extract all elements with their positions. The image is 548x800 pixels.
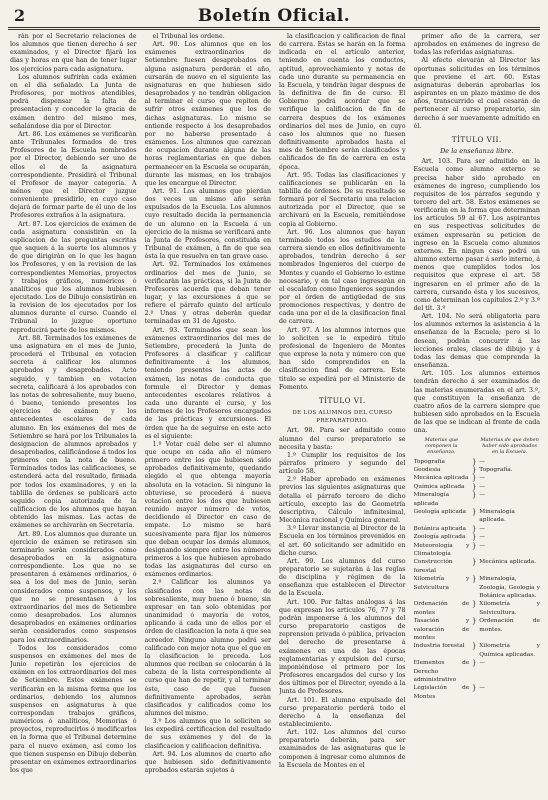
- page-title: Boletín Oficial.: [197, 6, 351, 26]
- paragraph: Art. 102. Los alumnos del curso preparatorio deberán, para ser examinados de las asignaturas que le componen á ingresar como alumnos de la Escuela de Montes en el: [279, 729, 406, 769]
- table-row: [414, 483, 541, 491]
- prerequisite-cell: Ordenación de montes.: [479, 618, 540, 633]
- column-4: [414, 33, 541, 795]
- subject-cell: Xilometría y Selvicultura: [413, 576, 470, 591]
- paragraph: 2.º Haber aprobado en exámenes previos las siguientes asignaturas que detalla el párrafo tercero de dicho artículo, excepto las de Geometría descriptiva, Cálculo infinitesimal, Mecánica racional y Química general.: [279, 476, 406, 525]
- paragraph: Art. 87. Los ejercicios de exámen de cada asignatura consistiràn en la esplicacion de las preguntas escritas que saquen á la suerte los alumnos y de que dirigiràn en lo que les hagan los Profesores, y en la revision de las correspondientes Memorias, proyectos y trabajos gráficos, numéricos ó analíticos que los alumnos hubiesen ejecutado. Los de Dibujo consistiràn en la revision de los ejecutados por los alumnos durante el curso. Cuando el Tribunal lo juzgue oportuno reproducirá parte de los mismos.: [10, 220, 137, 334]
- brace-mark: }: [472, 465, 477, 474]
- paragraph: primer año de la carrera, ser aprobados en exámenes de ingreso de todas las referidas asignaturas.: [413, 33, 540, 57]
- section-heading-tit7: TÍTULO VII.: [451, 134, 502, 144]
- paragraph: la clasificacion y calificacion de final de carrera. Estas se harán en la forma indicada en el artículo anterior, teniendo en cuenta los conductos, aptitud, aprovechamiento y notas de cada uno durante su permanencia en la Escuela, y tendràn lugar despues de la definitiva de fin de curso. El Gobierno podrá acordar que se verifique la calificacion de fin de carrera despues de los exámenes ordinarios del mes de Junio, en cuyo caso los alumnos que no fuesen definitivamente aprobados hasta el mes de Setiembre seràn clasificados y calificados de fin de carrera en esta época.: [279, 33, 406, 171]
- table-row: [414, 558, 541, 575]
- paragraph: Art. 93. Terminados que sean los exámenes extraordinarios del mes de Setiembre, procederá la Junta de Profesores á clasificar y calificar definitivamente á los alumnos, teniendo presentes las actas de exámen, las notas de conducta que formule el Director y demas antecedentes escolares relativos á cada uno durante el curso, y los informes de los Profesores encargados de las prácticas y excursiones. El órden que ha de seguirse en este acto es el siguiente:: [144, 326, 271, 440]
- paragraph: 2.º Calificar los alumnos ya clasificados con las notas de sobresaliente, muy bueno ó bueno, sin expresar en tan solo obtenidas por unanimidad ó mayoría de votos, aplicando á cada uno de ellos por el órden de clasificacion la nota á que sea acreedor. Ninguno alumno podrá ser calificado con mejor nota que el que en la clasificacion le preceda. Los alumnos que reciban se colocarán á la cabeza de la lista correspondiente al curso que han de repetir, y al terminar éste, caso de que fuesen definitivamente aprobados, seràn clasificados y calificados como los alumnos del mismo.: [144, 579, 271, 717]
- paragraph: Art. 97. A los alumnos internos que lo soliciten se le expedirá título profesional de Ingeniero de Montes que exprese la nota y número con que han sido comprendidos en la clasificacion final de carrera. Este título se expedirá por el Ministerio de Fomento.: [279, 326, 406, 391]
- brace-mark: }: [472, 541, 477, 550]
- table-row: [414, 474, 541, 482]
- table-row: [414, 491, 541, 508]
- brace-mark: }: [472, 659, 477, 668]
- subject-cell: Geología aplicada: [413, 508, 467, 515]
- prerequisite-cell: —: [479, 542, 486, 549]
- column-3: [279, 33, 406, 795]
- paragraph: Art. 91. Los alumnos que pierdan dos veces un mismo año seràn expulsados de la Escuela. Los alumnos cuyo resultado decida la permanencia de un alumno en la Escuela á un ejercicio de la misma se verificará ante la Junta de Profesores, constituida en Tribunal de exámen, á fin de que sea ésta la que resuelva en tan grave caso.: [144, 187, 271, 261]
- table-row: [414, 617, 541, 642]
- paragraph: Art. 90. Los alumnos que en los exámenes extraordinarios de Setiembre fuesen desaprobados en alguna asignatura perderán el año, cursarán de nuevo en el siguiente las asignaturas en que hubiesen sido desaprobados y no tendràn obligacion al terminar el curso que repiten de sufrir otros exámenes que los de dichas asignaturas. Lo mismo se entiende respecto á los desaprobados por no haberse presentado á exámenes. Los alumnos que carezcan de ocupacion durante alguna de las horas reglamentarias en que deben permanecer en la Escuela se ocuparán, durante las mismas, en los trabajos que les encargue el Director.: [144, 41, 271, 187]
- paragraph: Art. 99. Los alumnos del curso preparatorio se sujetaràn á las reglas de disciplina y régimen de la enseñanza que establecen el Director de la Escuela.: [279, 557, 406, 598]
- header-rule: [8, 27, 540, 28]
- brace-mark: }: [472, 457, 477, 466]
- paragraph: Art. 105. Los alumnos externos tendràn derecho á ser examinados de las materias enumeradas en el art. 3.º, que constituyen la enseñanza de cuatro años de la carrera siempre que hubiesen sido aprobados en la Escuela de las que se indican al frente de cada una.: [413, 370, 540, 435]
- brace-mark: }: [472, 524, 477, 533]
- prerequisite-cell: —: [479, 458, 486, 465]
- table-row: [414, 684, 541, 701]
- brace-mark: }: [472, 684, 477, 693]
- paragraph: Art. 100. Por faltas análogas á las que expresan los artículos 76, 77 y 78 podràn imponerse á los alumnos del curso preparatorio castigos de reprension privada ó pública, privacion del derecho de presentarse á exámenes en una de las épocas reglamentarias y expulsion del curso, imponiéndose el primero por los Profesores encargados del curso y los dos últimos por el Director, oyendo á la Junta de Profesores.: [279, 598, 406, 696]
- table-row: [414, 642, 541, 659]
- brace-mark: }: [472, 575, 477, 584]
- subject-cell: Mineralogía aplicada: [413, 492, 450, 507]
- subject-cell: Zoología aplicada: [413, 534, 466, 541]
- brace-mark: }: [472, 642, 477, 651]
- prerequisite-cell: Xilometría y Selvicultura.: [479, 601, 540, 616]
- prerequisite-cell: Mineralogía, Zoología, Geología y Botánica aplicadas.: [479, 576, 540, 599]
- prerequisite-cell: —: [479, 492, 486, 499]
- header-rule-lower: [8, 29, 540, 30]
- paragraph: Art. 103. Para ser admitido en la Escuela como alumno externo se precisa haber sido aprobado en exámenes de ingreso, cumpliendo los requisitos de los párrafos segundo y tercero del art. 58. Estos exámenes se verificaràn en la forma que determinan los artículos 59 al 67. Los aspirantes en sus respectivas solicitudes de exámen expresaràn su peticion de ingreso en la Escuela como alumnos externos. En ningun caso podrá un alumno externo pasar á serlo interno, á menos que cumplidos todos los requisitos que exprese el art. 58 ingresaren en el primer año de la carrera, cursando ésta y los sucesivos, como determinan los capítulos 2.º y 3.º del tít. 3.º: [413, 158, 540, 312]
- paragraph: Art. 95. Todas las clasificaciones y calificaciones se publicaràn en la tablilla de órdenes. De su resultado se formará por el Secretario una relacion autorizada por el Director, que se archivará en la Escuela, remitiéndose copia al Gobierno.: [279, 171, 406, 228]
- section-subheading-tit6: DE LOS ALUMNOS DEL CURSO PREPARATORIO.: [292, 410, 393, 425]
- subject-cell: Mecánica aplicada: [413, 475, 469, 482]
- subject-cell: Química aplicada: [413, 483, 465, 490]
- brace-mark: }: [472, 533, 477, 542]
- table-row: [414, 466, 541, 474]
- section-heading-tit6: TÍTULO VI.: [318, 395, 366, 405]
- brace-mark: }: [472, 491, 477, 500]
- prerequisite-cell: —: [479, 685, 486, 692]
- paragraph: 3.º Llevar instancia al Director de la Escuela en los términos prevenidos en el art. 60 solicitando ser admitido en dicho curso.: [279, 525, 406, 557]
- page-number: 2: [14, 6, 26, 25]
- paragraph: Art. 92. Terminados los exámenes ordinarios del mes de Junio, se verificaràn las prácticas, si la Junta de Profesores acuerda que deban tener lugar, y las excursiones á que se refiere el párrafo quinto del artículo 2.º Unas y otras deberàn quedar terminadas en 31 de Agosto.: [144, 261, 271, 326]
- section-subheading-tit7: De la enseñanza libre.: [440, 147, 514, 156]
- table-row: [414, 575, 541, 600]
- paragraph: 1.º Cumplir los requisitos de los párrafos primero y segundo del artículo 58.: [279, 451, 406, 476]
- paragraph: 3.º Los alumnos que lo soliciten se les expedirá certificacion del resultado de sus exámenes y del de la clasificacion y calificacion definitiva.: [144, 718, 271, 750]
- prerequisite-cell: Mineralogía aplicada.: [479, 508, 515, 524]
- subject-cell: Geodesia: [413, 466, 441, 473]
- prerequisite-cell: —: [479, 525, 486, 532]
- prerequisite-cell: —: [479, 660, 486, 667]
- brace-mark: }: [472, 474, 477, 483]
- column-4-bottom: [414, 158, 541, 435]
- brace-mark: }: [472, 617, 477, 626]
- paragraph: el Tribunal les ordene.: [152, 33, 225, 40]
- paragraph: Art. 96. Los alumnos que hayan terminado todos los estudios de la carrera siendo en ellos definitivamente aprobados, tendràn derecho á ser nombrados Ingenieros del cuerpo de Montes y cuando el Gobierno lo estime necesario, y en tal caso ingresaràn en el escalafon como Ingenieros segundos por el órden de antigüedad de sus promociones respectivas, y dentro de cada una por el de la clasificacion final de carrera.: [279, 228, 406, 326]
- paragraph: Art. 86. Los exámenes se verificaràn ante Tribunales formados de tres Profesores de la Escuela nombrados por el Director, debiendo ser uno de ellos el de la asignatura correspondiente. Presidirá el Tribunal el Profesor de mayor categoría. A ménos que el Director juzgue conveniente presidirlo, en cuyo caso dejará de formar parte de él uno de los Profesores extraños á la asignatura.: [10, 130, 137, 220]
- paragraph: 1.º Votar cuál debe ser el alumno que ocupe en cada año el número primero entre los que hubiesen sido aprobados definitivamente, quedando elegido el que obtenga mayoría absoluta en la votacion. Si ninguno la obtuviese, se procederá á nueva votacion entre los dos que hubiesen reunido mayor número de votos, decidiendo el Director en caso de empate. Lo mismo se hará sucesivamente para fijar los números que deban ocupar los demás alumnos, designando siempre entre los números primeros á los que hubiesen aprobado todas las asignaturas del curso en exámenes ordinarios.: [144, 440, 271, 579]
- table-row: [414, 659, 541, 684]
- paragraph: Art. 101. El alumno expulsado del curso preparatorio perderá todo el derecho á la enseñanza del establecimiento.: [279, 696, 406, 728]
- column-3-bottom: [279, 427, 406, 770]
- brace-mark: }: [472, 600, 477, 609]
- table-header-left: Materias que componen la enseñanza.: [424, 436, 459, 455]
- table-row: [414, 533, 541, 541]
- paragraph: Todos los considerados como suspensos en exámenes del mes de Junio repetiràn los ejercicios de exámen en los extraordinarios del mes de Setiembre. Estos exámenes se verificaràn en la misma forma que los ordinarios, debiendo los alumnos suspensos en asignaturas à que correspondan trabajos gráficos, numéricos ó analíticos, Memorias ó proyectos, reproducirlos ó modificarlos en la forma que el Tribunal determine para el nuevo exámen, así como los que tienen suspenso en Dibujo deberàn presentar en exámenes extraordinarios los que: [10, 644, 137, 775]
- subject-cell: Ordenación de montes: [413, 601, 470, 616]
- prerequisite-cell: Topografía.: [479, 466, 513, 473]
- table-row: [414, 508, 541, 525]
- table-row: [414, 458, 541, 466]
- prerequisite-cell: —: [479, 483, 486, 490]
- paragraph: ràn por el Secretario relaciones de los alumnos que tienen derecho á ser examinados, y el Director fijarà los dias y horas en que han de tener lugar los ejercicios para cada asignatura.: [10, 33, 137, 73]
- subject-cell: Elementos de Derecho administrativo: [413, 660, 470, 684]
- paragraph: Al efecto elevarán al Director las oportunas solicitudes en los términos que previene el art. 60. Estas asignaturas deberán aprobarlas los aspirantes en un plazo máximo de dos años, transcurrido el cual cesarán de pertenecer al curso preparatorio, sin derecho á ser nuevamente admitido en él.: [413, 57, 540, 130]
- column-3-top: [279, 33, 406, 392]
- subject-cell: Meteorología y Climatología: [413, 542, 470, 557]
- subject-cell: Topografía: [413, 458, 446, 465]
- subject-cell: Botánica aplicada: [413, 525, 466, 532]
- text-columns: [10, 33, 540, 795]
- brace-mark: }: [472, 482, 477, 491]
- paragraph: Art. 98. Para ser admitido como alumno del curso preparatorio se necesita y basta:: [279, 427, 406, 451]
- subject-cell: Construcción forestal: [413, 559, 453, 574]
- table-header-right: Materias de que deben haber sido aprobados en la Escuela.: [480, 436, 539, 455]
- paragraph: Los alumnos sufriràn cada exámen en el dia señalado. La Junta de Profesores, por motivos atendibles, podrá dispensar la falta de presentacion y conceder la gracia de exámen dentro del mismo mes, señalándose dia por el Director.: [10, 73, 137, 130]
- brace-mark: }: [472, 558, 477, 567]
- subject-cell: Tasación y valoración de montes: [413, 618, 470, 642]
- paragraph: Art. 88. Terminados los exámenes de una asignatura en el mes de Junio, procederá el Tribunal en votacion secreta á calificar los alumnos aprobados y desaprobados. Acto seguido, y tambien en votacion secreta, calificará á los aprobados con las notas de sobresaliente, muy bueno, ó bueno, teniendo presentes los ejercicios de exámen y los antecedentes escolares de cada alumno. En los exámenes del mes de Setiembre se hará por los Tribunales la designacion de alumnos aprobados y desaprobados, calificándose á todos los primeros con la nota de bueno. Terminados todos las calificaciones, se estenderá acta del resultado, firmada por todos los examinadores, y en la tablilla de órdenes se publicará acto seguido copia autorizada de la calificacion de los alumnos que hayan obtenido las mismas. Las actas de exámenes se archivaràn en Secretaría.: [10, 334, 137, 530]
- table-row: [414, 542, 541, 559]
- prerequisite-cell: Xilometría y Química aplicadas.: [479, 643, 540, 658]
- subject-cell: Legislación de Montes: [413, 685, 470, 700]
- column-2: [145, 33, 272, 795]
- paragraph: Art. 94. Los alumnos de cuarto año que hubiesen sido definitivamente aprobados estarán sujetos á: [144, 750, 271, 775]
- paragraph: Art. 104. No será obligatoria para los alumnos externos la asistencia á la enseñanza de la Escuela; pero si lo desean, podràn concurrir á las lecciones orales, clases de dibujo y á todas las demas que comprenda la enseñanza.: [413, 313, 540, 370]
- prerequisite-cell: —: [479, 475, 486, 482]
- column-1: [10, 33, 137, 795]
- table-row: [414, 525, 541, 533]
- subject-cell: Industria forestal: [413, 643, 465, 650]
- column-4-top: [414, 33, 541, 131]
- prerequisite-cell: —: [479, 534, 486, 541]
- table-row: [414, 600, 541, 617]
- brace-mark: }: [472, 507, 477, 516]
- paragraph: Art. 89. Los alumnos que durante un ejercicio de exámen se retirasen sin terminarlo seràn considerados como desaprobados en la asignatura correspondiente. Los que no se presentaren á exámenes ordinarios, ó sea á los del mes de Junio, seràn considerados como suspensos, y los que no se presentasen á los extraordinarios del mes de Setiembre como desaprobados. Los alumnos desaprobados en exámenes ordinarios seràn considerados como suspensos para los extraordinarios.: [10, 530, 137, 644]
- prerequisite-cell: Mecánica aplicada.: [479, 559, 537, 566]
- subjects-table: [414, 436, 541, 702]
